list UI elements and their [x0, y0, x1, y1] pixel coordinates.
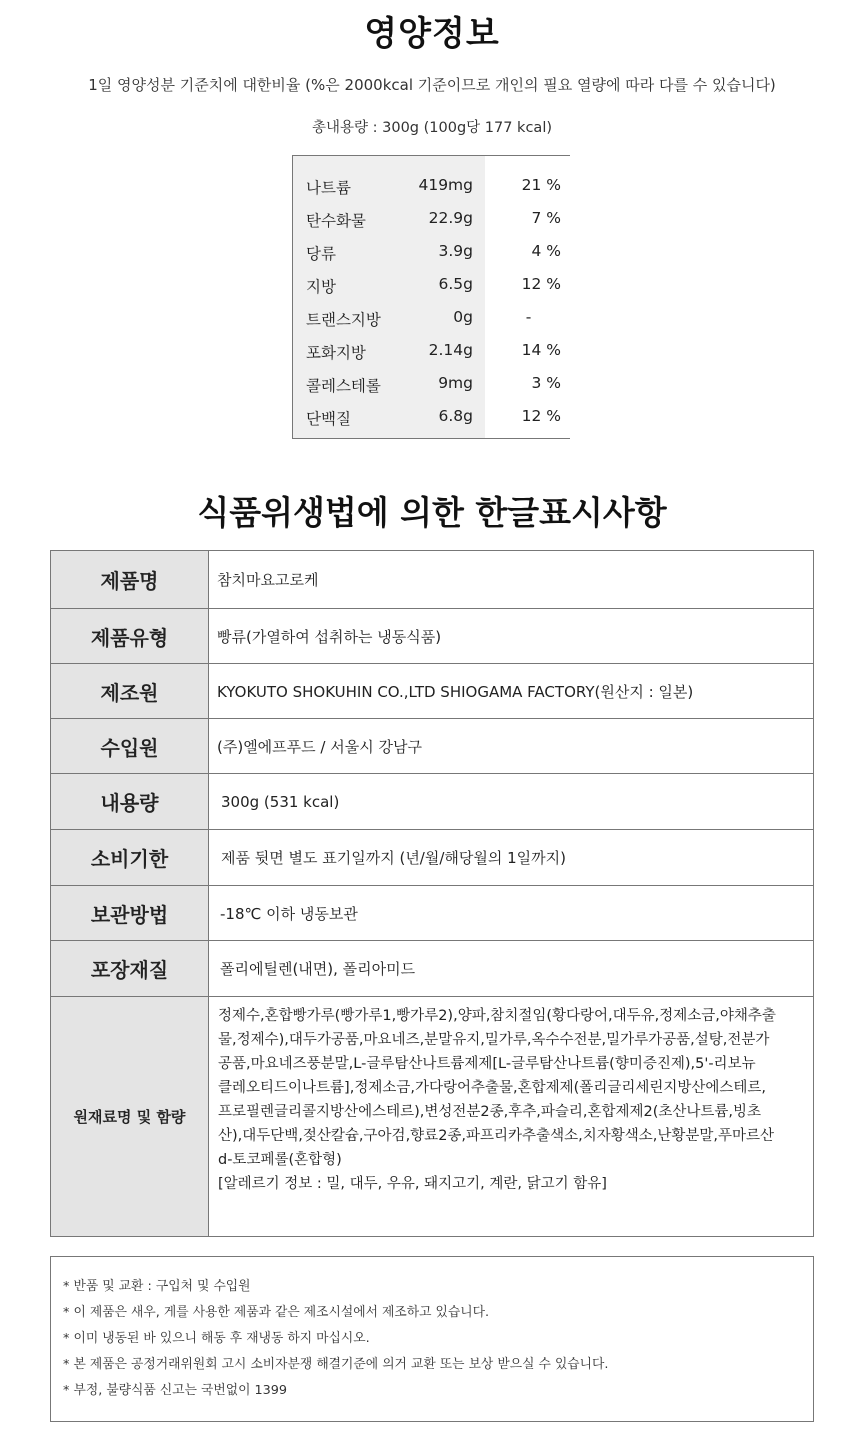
note-item: * 이 제품은 새우, 게를 사용한 제품과 같은 제조시설에서 제조하고 있습니다.	[63, 1305, 490, 1320]
nutrient-percent: 3 %	[531, 374, 561, 392]
label-title: 식품위생법에 의한 한글표시사항	[197, 493, 667, 532]
label-value: (주)엘에프푸드 / 서울시 강남구	[217, 737, 422, 756]
label-value: 300g (531 kcal)	[221, 792, 340, 811]
label-row-ingredients	[51, 997, 813, 1237]
label-key: 제품명	[51, 551, 209, 608]
label-key: 원재료명 및 함량	[51, 997, 209, 1236]
label-key: 제품유형	[51, 609, 209, 663]
nutrition-row	[293, 168, 571, 201]
nutrition-row	[293, 333, 571, 366]
label-key: 내용량	[51, 774, 209, 829]
nutrition-row	[293, 366, 571, 399]
label-value: -18℃ 이하 냉동보관	[220, 904, 358, 923]
label-value: 제품 뒷면 별도 표기일까지 (년/월/해당월의 1일까지)	[221, 849, 566, 867]
label-table	[50, 550, 814, 1237]
label-value: KYOKUTO SHOKUHIN CO.,LTD SHIOGAMA FACTORY(원산지 : 일본)	[217, 682, 694, 701]
note-item: * 본 제품은 공정거래위원회 고시 소비자분쟁 해결기준에 의거 교환 또는 보상 받으실 수 있습니다.	[63, 1357, 609, 1372]
nutrient-name: 나트륨	[306, 179, 351, 197]
nutrition-title: 영양정보	[364, 14, 500, 54]
nutrient-name: 탄수화물	[306, 212, 366, 230]
nutrition-row	[293, 234, 571, 267]
label-row-product-name	[51, 551, 813, 609]
nutrient-amount: 2.14g	[428, 341, 473, 359]
nutrient-percent: 4 %	[531, 242, 561, 260]
label-row-content	[51, 774, 813, 830]
label-key: 보관방법	[51, 886, 209, 940]
label-key: 소비기한	[51, 830, 209, 885]
nutrient-name: 포화지방	[306, 344, 366, 362]
nutrient-name: 지방	[306, 278, 336, 296]
nutrition-row	[293, 267, 571, 300]
label-row-product-type	[51, 609, 813, 664]
nutrient-percent: 12 %	[521, 275, 561, 293]
label-value: 폴리에틸렌(내면), 폴리아미드	[220, 960, 416, 978]
nutrient-amount: 0g	[453, 308, 473, 326]
label-key: 포장재질	[51, 941, 209, 996]
nutrient-amount: 3.9g	[438, 242, 473, 260]
label-row-expiry	[51, 830, 813, 886]
nutrient-percent: 21 %	[521, 176, 561, 194]
nutrient-amount: 22.9g	[428, 209, 473, 227]
note-item: * 부정, 불량식품 신고는 국번없이 1399	[63, 1383, 288, 1398]
note-item: * 이미 냉동된 바 있으니 해동 후 재냉동 하지 마십시오.	[63, 1331, 370, 1346]
nutrient-amount: 419mg	[418, 176, 473, 194]
nutrient-percent: -	[525, 308, 532, 326]
notes-box	[50, 1256, 814, 1422]
nutrient-name: 당류	[306, 245, 336, 263]
nutrient-name: 트랜스지방	[306, 311, 381, 329]
ingredients-text: 정제수,혼합빵가루(빵가루1,빵가루2),양파,참치절임(황다랑어,대두유,정제소금,야채추출 물,정제수),대두가공품,마요네즈,분말유지,밀가루,옥수수전분,밀가루가공품,설탕,전분가 공품,마요네즈풍분말,L-글루탐산나트륨제제[L-글루탐산나트륨(향미증진제),5'-리보뉴 클레오티드이나트륨],정제소금,가다랑어추출물,혼합제제(폴리글리세린지방산에스테르, 프로필렌글리콜지방산에스테르),변성전분2종,후추,파슬리,혼합제제2(초산나트륨,빙초 산),대두단백,젖산칼슘,구아검,향료2종,파프리카추출색소,치자황색소,난황분말,푸마르산 d-토코페롤(혼합형) [알레르기 정보 : 밀, 대두, 우유, 돼지고기, 계란, 닭고기 함유]	[218, 1008, 776, 1192]
nutrition-table	[292, 155, 570, 439]
note-item: * 반품 및 교환 : 구입처 및 수입원	[63, 1279, 251, 1294]
total-content: 총내용량 : 300g (100g당 177 kcal)	[312, 120, 552, 136]
label-row-packaging	[51, 941, 813, 997]
nutrient-percent: 14 %	[521, 341, 561, 359]
label-value: 빵류(가열하여 섭취하는 냉동식품)	[217, 627, 442, 646]
label-row-importer	[51, 719, 813, 774]
nutrition-row	[293, 399, 571, 432]
label-key: 수입원	[51, 719, 209, 773]
nutrient-amount: 6.8g	[438, 407, 473, 425]
label-value: 참치마요고로케	[217, 571, 319, 589]
nutrient-amount: 6.5g	[438, 275, 473, 293]
nutrient-percent: 7 %	[531, 209, 561, 227]
nutrition-subtitle: 1일 영양성분 기준치에 대한비율 (%은 2000kcal 기준이므로 개인의 필요 열량에 따라 다를 수 있습니다)	[88, 76, 776, 94]
nutrient-name: 단백질	[306, 410, 351, 428]
label-row-storage	[51, 886, 813, 941]
nutrition-row	[293, 300, 571, 333]
nutrient-name: 콜레스테롤	[306, 377, 381, 395]
label-row-manufacturer	[51, 664, 813, 719]
nutrient-amount: 9mg	[438, 374, 473, 392]
nutrition-row	[293, 201, 571, 234]
nutrient-percent: 12 %	[521, 407, 561, 425]
label-key: 제조원	[51, 664, 209, 718]
